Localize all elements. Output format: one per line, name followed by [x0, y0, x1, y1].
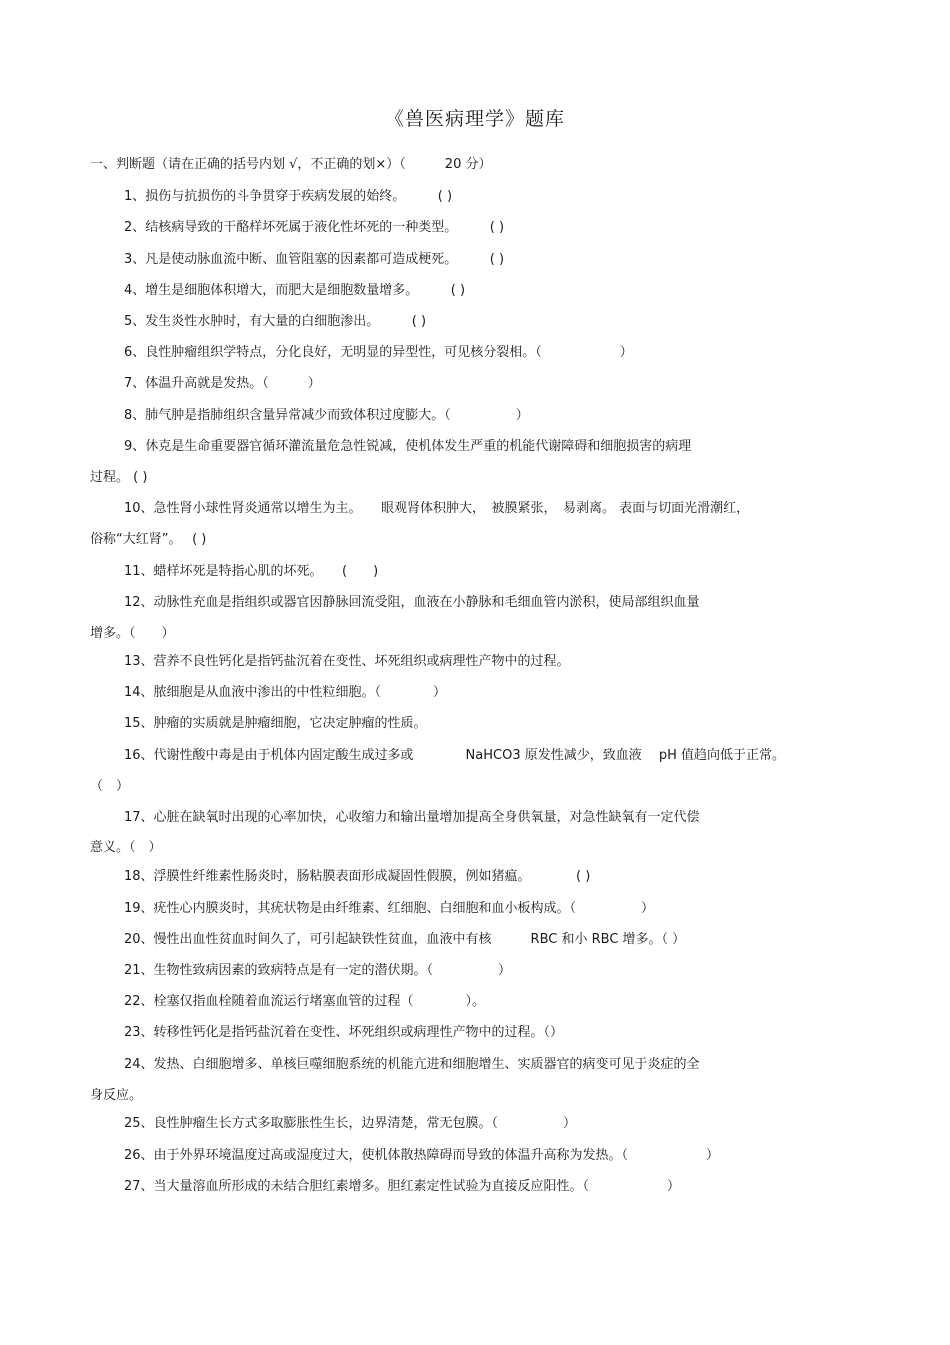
question-item: 13、营养不良性钙化是指钙盐沉着在变性、坏死组织或病理性产物中的过程。 — [124, 654, 570, 669]
question-item: 27、当大量溶血所形成的未结合胆红素增多。胆红素定性试验为直接反应阳性。（ ） — [124, 1179, 681, 1194]
question-item: 12、动脉性充血是指组织或器官因静脉回流受阻，血液在小静脉和毛细血管内淤积，使局部组织血量 — [124, 595, 700, 610]
question-item: 11、蜡样坏死是特指心肌的坏死。 ( ) — [124, 564, 379, 579]
question-item: 24、发热、白细胞增多、单核巨噬细胞系统的机能亢进和细胞增生、实质器官的病变可见于炎症的全 — [124, 1057, 700, 1072]
question-item: 9、休克是生命重要器官循环灌流量危急性锐减，使机体发生严重的机能代谢障碍和细胞损害的病理 — [124, 439, 692, 454]
question-continuation: 过程。 ( ) — [90, 470, 148, 485]
question-item: 25、良性肿瘤生长方式多取膨胀性生长，边界清楚，常无包膜。（ ） — [124, 1116, 577, 1131]
question-continuation: 意义。（ ） — [90, 840, 162, 855]
question-item: 2、结核病导致的干酪样坏死属于液化性坏死的一种类型。 ( ) — [124, 220, 505, 235]
question-item: 19、疣性心内膜炎时，其疣状物是由纤维素、红细胞、白细胞和血小板构成。（ ） — [124, 901, 655, 916]
question-continuation: 身反应。 — [90, 1088, 143, 1103]
question-item: 8、肺气肿是指肺组织含量异常减少而致体积过度膨大。（ ） — [124, 408, 529, 423]
question-item: 5、发生炎性水肿时，有大量的白细胞渗出。 ( ) — [124, 314, 427, 329]
question-item: 18、浮膜性纤维素性肠炎时，肠粘膜表面形成凝固性假膜，例如猪瘟。 ( ) — [124, 869, 591, 884]
question-item: 14、脓细胞是从血液中渗出的中性粒细胞。（ ） — [124, 685, 447, 700]
question-item: 22、栓塞仅指血栓随着血流运行堵塞血管的过程（ ）。 — [124, 994, 486, 1009]
question-item: 10、急性肾小球性肾炎通常以增生为主。 眼观肾体积肿大， 被膜紧张， 易剥离。 表面与切面光滑潮红， — [124, 501, 750, 516]
question-item: 26、由于外界环境温度过高或湿度过大，使机体散热障碍而导致的体温升高称为发热。（ ） — [124, 1148, 720, 1163]
question-continuation: 俗称“大红肾”。 ( ) — [90, 532, 207, 547]
question-item: 21、生物性致病因素的致病特点是有一定的潜伏期。（ ） — [124, 963, 512, 978]
question-item: 7、体温升高就是发热。（ ） — [124, 376, 321, 391]
question-item: 16、代谢性酸中毒是由于机体内固定酸生成过多或 NaHCO3 原发性减少，致血液 pH 值趋向低于正常。 — [124, 748, 786, 763]
page-title: 《兽医病理学》题库 — [384, 108, 565, 130]
question-item: 20、慢性出血性贫血时间久了，可引起缺铁性贫血，血液中有核 RBC 和小 RBC 增多。（ ） — [124, 932, 686, 947]
question-item: 4、增生是细胞体积增大，而肥大是细胞数量增多。 ( ) — [124, 283, 466, 298]
section-heading: 一、判断题（请在正确的括号内划 √，不正确的划×）（ 20 分） — [90, 157, 492, 172]
question-item: 15、肿瘤的实质就是肿瘤细胞，它决定肿瘤的性质。 — [124, 716, 427, 731]
question-continuation: （ ） — [90, 779, 130, 794]
question-item: 1、损伤与抗损伤的斗争贯穿于疾病发展的始终。 ( ) — [124, 189, 453, 204]
question-continuation: 增多。（ ） — [90, 626, 175, 641]
question-item: 17、心脏在缺氧时出现的心率加快，心收缩力和输出量增加提高全身供氧量，对急性缺氧有一定代偿 — [124, 810, 700, 825]
question-item: 6、良性肿瘤组织学特点，分化良好，无明显的异型性，可见核分裂相。（ ） — [124, 345, 633, 360]
question-item: 3、凡是使动脉血流中断、血管阻塞的因素都可造成梗死。 ( ) — [124, 252, 505, 267]
question-item: 23、转移性钙化是指钙盐沉着在变性、坏死组织或病理性产物中的过程。（） — [124, 1025, 564, 1040]
